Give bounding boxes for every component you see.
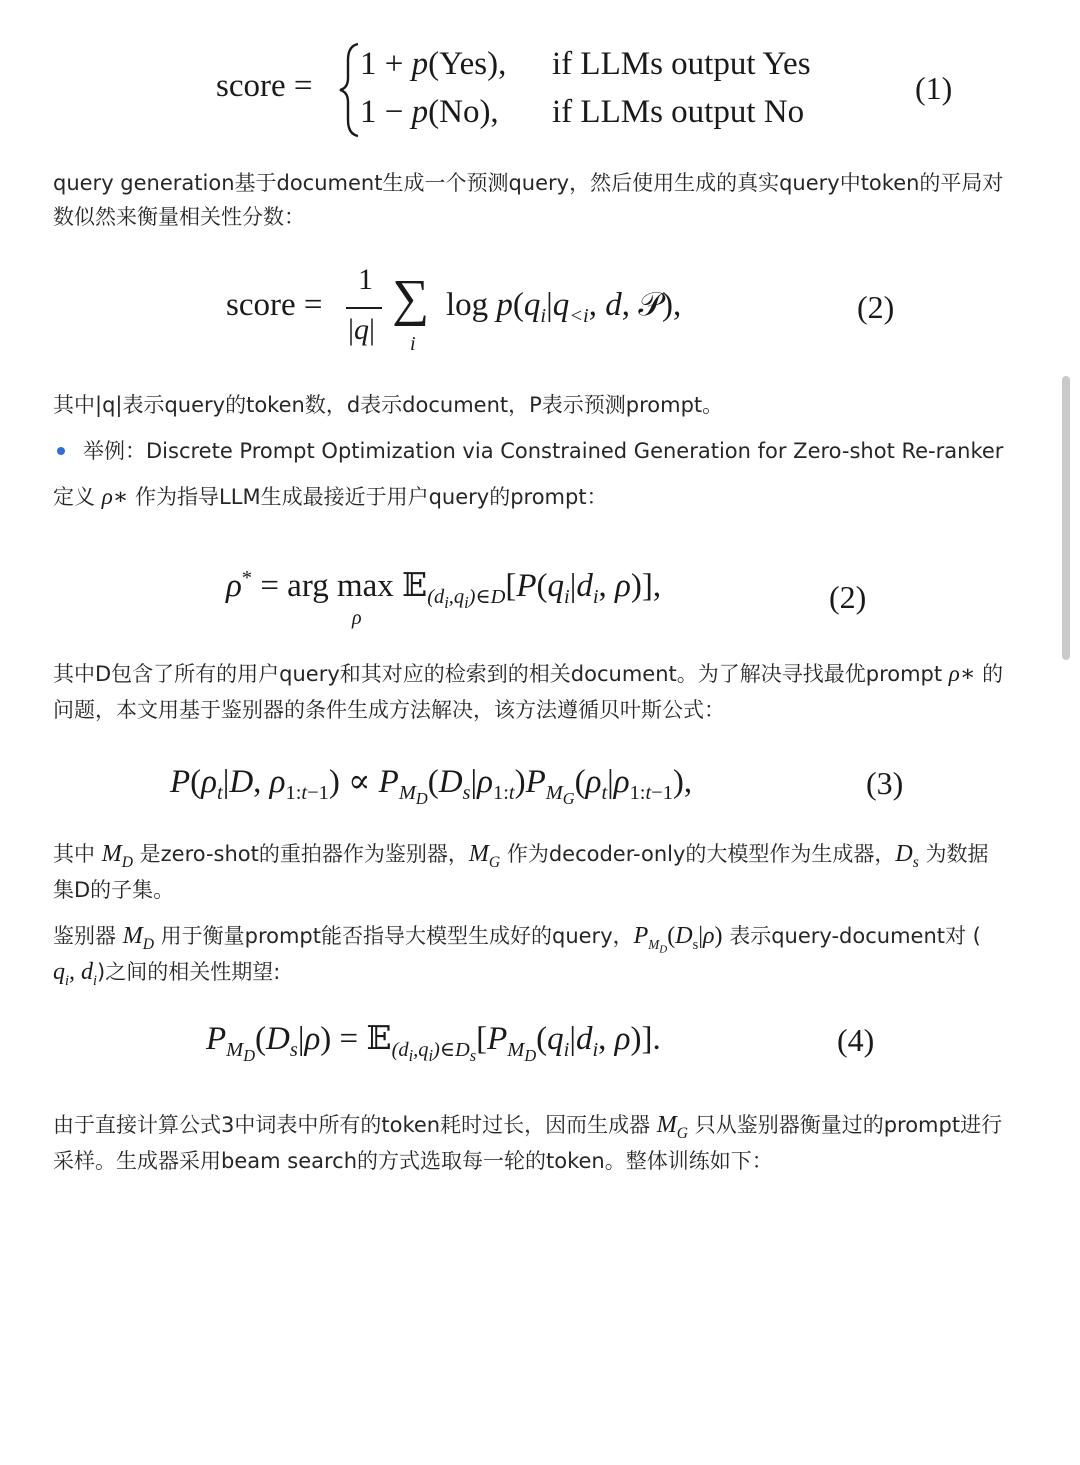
- text-span: 其中D包含了所有的用户query和其对应的检索到的相关document。为了解决寻找最优prompt: [53, 662, 949, 686]
- eq2a-number: (2): [857, 289, 895, 325]
- eq2a-sum-index: i: [410, 333, 416, 355]
- bullet-dot-icon: [57, 447, 65, 455]
- eq2b-argmax-sub: ρ: [352, 607, 362, 629]
- eq2b-number: (2): [829, 579, 867, 615]
- symbol-md: $M_D$: [101, 841, 133, 871]
- paragraph-dataset-description: [53, 656, 1003, 728]
- eq2a-frac-num: 1: [358, 263, 373, 296]
- text-line: [53, 656, 1003, 692]
- eq3-body: $P(\rho_t|D$, $\rho_{1:t-1}) \propto P_{M_D}(D_s|\rho_{1:t})P_{M_G}(\rho_t|\rho_{1:t-1})$,: [170, 764, 693, 809]
- paragraph-md-mg: [53, 836, 989, 908]
- text-span: 作为指导LLM生成最接近于用户query的prompt：: [128, 485, 608, 509]
- eq1-number: (1): [915, 70, 953, 106]
- eq4-number: (4): [837, 1022, 875, 1058]
- text-line: [53, 954, 981, 990]
- eq1-case1-cond: if LLMs output Yes: [552, 46, 811, 82]
- rho-star-symbol: ρ∗: [101, 484, 129, 509]
- symbol-ds: $D_s$: [895, 841, 919, 871]
- eq2b-body: ρ* = arg $\max 𝔼_{(d_i,q_i)\in D}[P(q_i|d_i$, ρ)],: [226, 566, 662, 613]
- text-span: 是zero-shot的重拍器作为鉴别器，: [132, 842, 469, 866]
- eq2a-body: $\log p(q_i|q_{<i}$, d, 𝒫),: [446, 287, 682, 328]
- text-line: [53, 836, 989, 872]
- eq2a-frac-bar: [346, 307, 382, 309]
- equation-4: [0, 1012, 1080, 1072]
- paragraph-discriminator: [53, 918, 981, 990]
- text-line: 集D的子集。: [53, 878, 175, 902]
- equation-2-score: [0, 255, 1080, 365]
- symbol-pmd-ds-rho: $P_{M_D}(D_s|\rho)$: [633, 923, 723, 956]
- eq2a-sum: ∑: [392, 270, 430, 327]
- text-span: 表示query-document对 (: [722, 924, 981, 948]
- rho-star-symbol: ρ∗: [948, 661, 976, 686]
- text-line: 问题，本文用基于鉴别器的条件生成方法解决，该方法遵循贝叶斯公式：: [53, 698, 725, 722]
- eq3-number: (3): [866, 765, 904, 801]
- symbol-mg: $M_G$: [656, 1112, 689, 1142]
- equation-3: [0, 755, 1080, 815]
- text-line: [53, 1107, 1002, 1143]
- symbol-mg: $M_G$: [468, 841, 501, 871]
- paragraph-where-q: 其中|q|表示query的token数，d表示document，P表示预测prompt。: [53, 393, 724, 417]
- vertical-scrollbar-thumb[interactable]: [1062, 376, 1070, 660]
- text-line: 采样。生成器采用beam search的方式选取每一轮的token。整体训练如下：: [53, 1149, 773, 1173]
- text-span: 其中: [53, 842, 102, 866]
- eq4-body: $P_{M_D}(D_s|\rho)$ = $𝔼_{(d_i,q_i)\in D_s}[P_{M_D}(q_i|d_i$, ρ)].: [206, 1021, 661, 1066]
- bullet-example: [53, 434, 1003, 468]
- text-line: [53, 918, 981, 954]
- symbol-md: $M_D$: [122, 923, 154, 953]
- text-span: )之间的相关性期望:: [97, 960, 281, 984]
- equation-2-argmax: [0, 555, 1080, 635]
- text-span: 的: [975, 662, 1004, 686]
- text-span: 鉴别器: [53, 924, 123, 948]
- symbol-qi-di: $q_i$, $d_i$: [53, 959, 97, 989]
- text-line: 数似然来衡量相关性分数：: [53, 205, 305, 229]
- eq2a-frac-den: |q|: [348, 313, 376, 346]
- bullet-text: 举例：Discrete Prompt Optimization via Constrained Generation for Zero-shot Re-ranker: [83, 439, 1004, 463]
- paragraph-generator-sampling: [53, 1107, 1002, 1179]
- text-span: 作为decoder-only的大模型作为生成器，: [500, 842, 896, 866]
- text-span: 由于直接计算公式3中词表中所有的token耗时过长，因而生成器: [53, 1113, 657, 1137]
- eq1-lhs: score =: [216, 68, 313, 104]
- eq2a-lhs: score =: [226, 287, 323, 323]
- text-span: 用于衡量prompt能否指导大模型生成好的query，: [153, 924, 634, 948]
- eq1-case2-cond: if LLMs output No: [552, 94, 805, 130]
- paragraph-query-generation: [53, 166, 1003, 234]
- text-span: 只从鉴别器衡量过的prompt进行: [688, 1113, 1003, 1137]
- paragraph-define-rho: [53, 480, 608, 514]
- eq1-case2-expr: 1 − p(No),: [360, 94, 499, 130]
- text-line: query generation基于document生成一个预测query，然后使用生成的真实query中token的平局对: [53, 171, 1004, 195]
- text-span: 定义: [53, 485, 102, 509]
- eq1-case1-expr: 1 + p(Yes),: [360, 46, 507, 82]
- text-span: 为数据: [918, 842, 989, 866]
- equation-1: [0, 0, 1080, 150]
